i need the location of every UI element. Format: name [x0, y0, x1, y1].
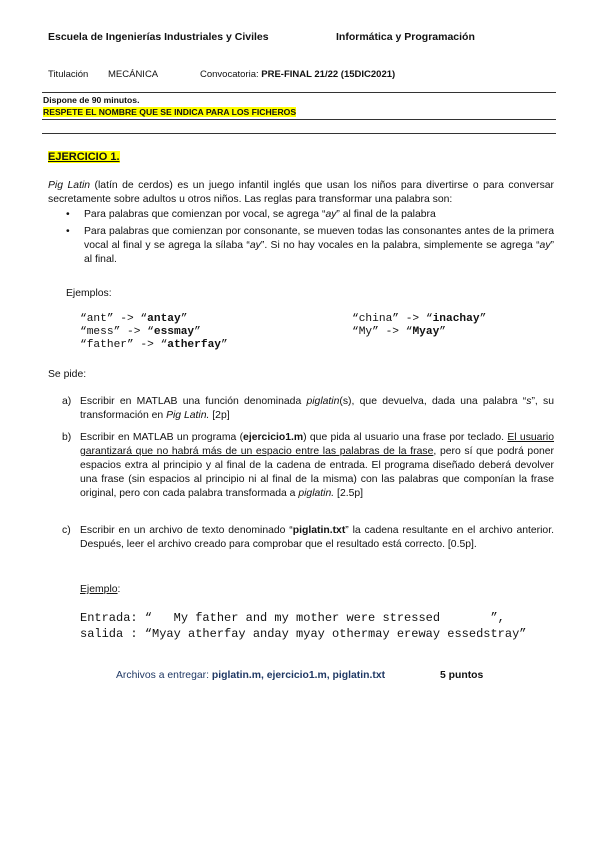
rule-1-ay: ay	[325, 209, 337, 220]
ejemplos-label: Ejemplos:	[66, 288, 112, 299]
rule-2-ay: ay	[249, 240, 261, 251]
titulacion-value: MECÁNICA	[108, 69, 159, 80]
intro-pig-latin: Pig Latin	[48, 180, 91, 191]
item-c: c) Escribir en un archivo de texto denominado “piglatin.txt” la cadena resultante en el archivo anterior. Después, leer el archivo creado para comprobar que el resultado está correcto. [0.5p].	[62, 525, 554, 550]
time-note: Dispone de 90 minutos.	[43, 95, 140, 105]
header-rule-mid	[42, 119, 556, 120]
rule-2	[66, 225, 554, 267]
intro-text: (latín de cerdos) es un juego infantil inglés que usan los niños para divertirse o para conversar secretamente sobre adultos u otros niños. Las reglas para transformar una palabra son:	[48, 180, 555, 205]
rule-1-text-a: Para palabras que comienzan por vocal, se agrega “	[84, 209, 326, 220]
exercise-title: EJERCICIO 1.	[48, 151, 120, 163]
course-name: Informática y Programación	[336, 31, 475, 43]
titulacion-label: Titulación	[48, 69, 89, 80]
rule-1-text-b: ” al final de la palabra	[336, 209, 436, 220]
item-c-label: c)	[62, 525, 71, 536]
rule-2-text-c: ” al final.	[84, 240, 554, 265]
example-4: “china” -> “inachay”	[352, 313, 487, 325]
item-b-label: b)	[62, 432, 72, 443]
convocatoria	[200, 69, 395, 80]
bullet-icon: •	[66, 226, 70, 237]
files-note: RESPETE EL NOMBRE QUE SE INDICA PARA LOS FICHEROS	[43, 107, 297, 117]
convocatoria-label: Convocatoria:	[200, 69, 259, 80]
item-b: b) Escribir en MATLAB un programa (ejercicio1.m) que pida al usuario una frase por teclado. El usuario garantizará que no habrá más de un espacio entre las palabras de la frase, pero sí que podrá poner espacios extra al principio y al final de la cadena de entrada. El programa diseñado deberá devolver una frase (sin espacios al principio ni al final de la misma) con las palabras que componían la frase original, pero con cada palabra transformada a piglatin. [2.5p]	[62, 432, 555, 499]
ejemplo-label: Ejemplo:	[80, 584, 121, 595]
example-3: “father” -> “atherfay”	[80, 339, 228, 351]
item-a: a) Escribir en MATLAB una función denominada piglatin(s), que devuelva, dada una palabra “s”, su transformación en Pig Latin. [2p]	[62, 396, 554, 421]
example-5: “My” -> “Myay”	[352, 326, 447, 338]
rule-2-text-b: ”. Si no hay vocales en la palabra, simplemente se agrega “	[260, 240, 540, 251]
header-rule-top	[42, 92, 556, 93]
salida-line: salida : “Myay atherfay anday myay othermay ereway essedstray”	[80, 627, 527, 641]
rule-2-ay-2: ay	[539, 240, 551, 251]
puntos: 5 puntos	[440, 670, 484, 681]
archivos-entregar: Archivos a entregar: piglatin.m, ejercicio1.m, piglatin.txt	[116, 670, 386, 681]
header-rule-bottom	[42, 133, 556, 134]
bullet-icon: •	[66, 209, 70, 220]
example-2: “mess” -> “essmay”	[80, 326, 201, 338]
example-1: “ant” -> “antay”	[80, 313, 188, 325]
convocatoria-value: PRE-FINAL 21/22 (15DIC2021)	[261, 69, 396, 80]
intro-paragraph	[48, 179, 554, 207]
rule-1	[66, 208, 554, 222]
school-name: Escuela de Ingenierías Industriales y Civiles	[48, 31, 269, 43]
entrada-line: Entrada: “ My father and my mother were stressed ”,	[80, 611, 505, 625]
se-pide-label: Se pide:	[48, 369, 87, 380]
rule-2-text-a: Para palabras que comienzan por consonante, se mueven todas las consonantes antes de la primera vocal al final y se agrega la sílaba “	[84, 226, 554, 251]
item-a-label: a)	[62, 396, 72, 407]
